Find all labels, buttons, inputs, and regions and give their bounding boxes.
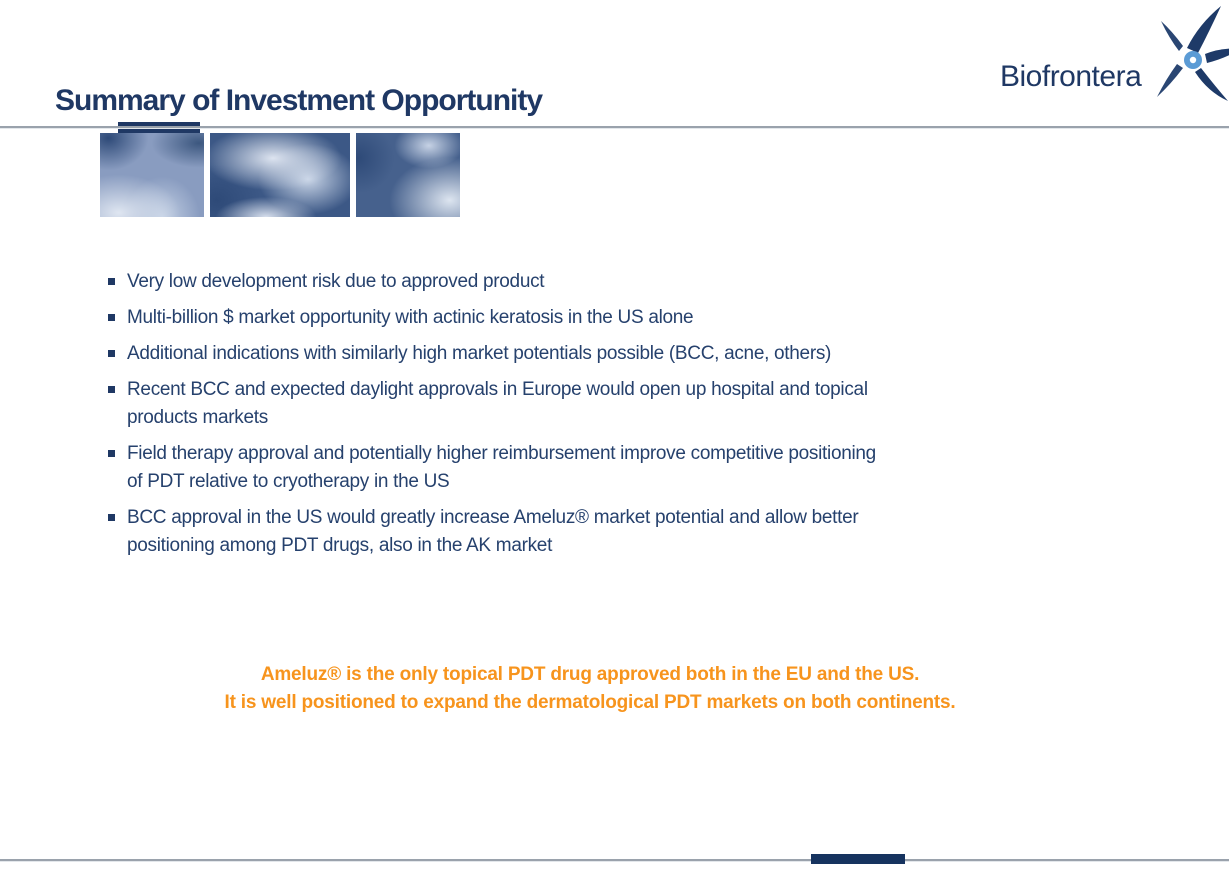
bullet-text: Recent BCC and expected daylight approvals in Europe would open up hospital and topical products markets bbox=[127, 379, 868, 428]
highlight-line: It is well positioned to expand the dermatological PDT markets on both continents. bbox=[224, 692, 956, 713]
brand-logo bbox=[964, 4, 1229, 116]
photo-shoulder-neck-image bbox=[356, 133, 460, 217]
highlight-text bbox=[0, 661, 1180, 717]
header-divider bbox=[0, 126, 1229, 129]
page-title: Summary of Investment Opportunity bbox=[55, 84, 543, 117]
bullet-text: Multi-billion $ market opportunity with actinic keratosis in the US alone bbox=[127, 307, 694, 328]
bullet-square-icon bbox=[108, 514, 115, 521]
starburst-neuron-icon bbox=[1117, 4, 1229, 116]
bullet-square-icon bbox=[108, 314, 115, 321]
bullet-item bbox=[108, 268, 1098, 296]
bullet-item bbox=[108, 340, 1098, 368]
bullet-list bbox=[108, 268, 1098, 568]
bullet-square-icon bbox=[108, 450, 115, 457]
bullet-text: Additional indications with similarly high market potentials possible (BCC, acne, others) bbox=[127, 343, 832, 364]
bullet-text: Field therapy approval and potentially higher reimbursement improve competitive positioning of PDT relative to cryotherapy in the US bbox=[127, 443, 876, 492]
bullet-item bbox=[108, 376, 1098, 432]
photo-strip bbox=[100, 133, 460, 217]
highlight-line: Ameluz® is the only topical PDT drug approved both in the EU and the US. bbox=[260, 664, 920, 685]
photo-hands-over-face-image bbox=[210, 133, 350, 217]
brand-logo-text: Biofrontera bbox=[1000, 60, 1142, 93]
bullet-square-icon bbox=[108, 350, 115, 357]
bullet-square-icon bbox=[108, 386, 115, 393]
bullet-square-icon bbox=[108, 278, 115, 285]
photo-chin-neck-image bbox=[100, 133, 204, 217]
footer-accent-bar bbox=[811, 854, 905, 864]
bullet-item bbox=[108, 440, 1098, 496]
footer-divider bbox=[0, 859, 1229, 862]
bullet-text: BCC approval in the US would greatly increase Ameluz® market potential and allow better positioning among PDT drugs, also in the AK market bbox=[127, 507, 859, 556]
bullet-item bbox=[108, 304, 1098, 332]
bullet-item bbox=[108, 504, 1098, 560]
bullet-text: Very low development risk due to approved product bbox=[127, 271, 545, 292]
